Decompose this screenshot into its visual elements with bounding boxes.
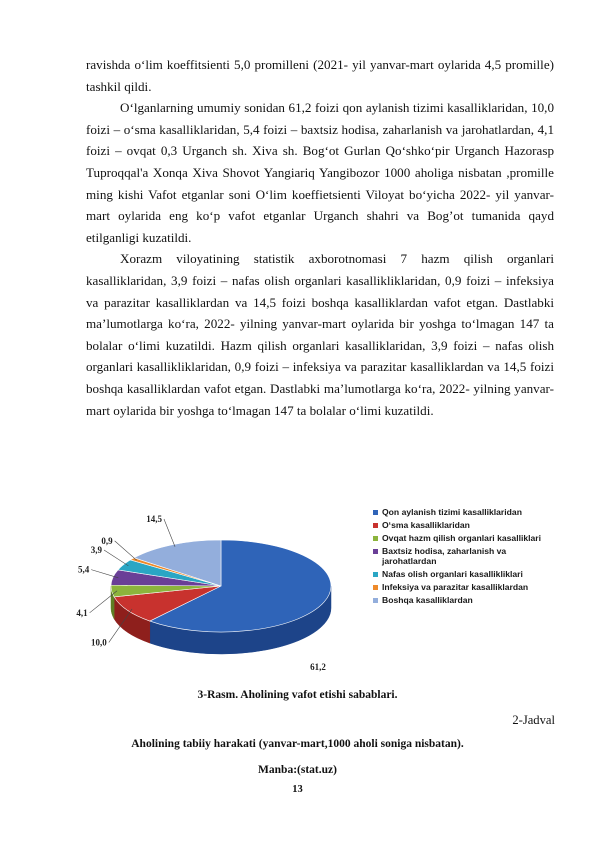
table-title: Aholining tabiiy harakati (yanvar-mart,1000 aholi soniga nisbatan). (131, 738, 464, 750)
paragraph-1: ravishda o‘lim koeffitsienti 5,0 promilleni (2021- yil yanvar-mart oylarida 4,5 promille) tashkil qildi. (86, 57, 554, 94)
data-label: 61,2 (310, 662, 326, 672)
paragraph-2: O‘lganlarning umumiy sonidan 61,2 foizi qon aylanish tizimi kasalliklaridan, 10,0 foizi – o‘sma kasalliklaridan, 5,4 foizi – baxtsiz hodisa, zaharlanish va jarohatlardan, 4,1 foizi – ovqat 0,3 Urganch sh. Xiva sh. Bog‘ot Gurlan Qo‘shko‘pir Urganch Hazorasp Tuproqqal'a Xonqa Xiva Shovot Yangiariq Yangibozor 1000 aholiga nisbatan ,promille ming kishi Vafot etganlar soni O‘lim koeffietsienti Viloyat bo‘yicha 2022- yil yanvar-mart oylarida eng ko‘p vafot etganlar Urganch shahri va Bog’ot tumanida qayd etilganligi kuzatildi. (86, 100, 554, 245)
legend-label: Baxtsiz hodisa, zaharlanish va jarohatlardan (382, 546, 507, 566)
legend-swatch (373, 549, 378, 554)
leader-line (104, 550, 128, 566)
page-number: 13 (292, 784, 303, 795)
pie-chart-figure (76, 500, 556, 680)
data-label: 0,9 (101, 535, 113, 546)
data-label: 5,4 (77, 564, 90, 575)
paragraph-3: Xorazm viloyatining statistik axborotnomasi 7 hazm qilish organlari kasalliklaridan, 3,9 foizi – nafas olish organlari kasallikliklaridan, 0,9 foizi – infeksiya va parazitar kasalliklardan va 14,5 foizi boshqa kasalliklardan vafot etgan. Dastlabki ma’lumotlarga ko‘ra, 2022- yilning yanvar-mart oylarida bir yoshga to‘lmagan 147 ta bolalar o‘limi kuzatildi. Hazm qilish organlari kasalliklaridan, 3,9 foizi – nafas olish organlari kasallikliklaridan, 0,9 foizi – infeksiya va parazitar kasalliklardan va 14,5 foizi boshqa kasalliklardan vafot etgan. Dastlabki ma’lumotlarga ko‘ra, 2022- yilning yanvar-mart oylarida bir yoshga to‘lmagan 147 ta bolalar o‘limi kuzatildi. (86, 251, 554, 418)
figure-caption: 3-Rasm. Aholining vafot etishi sabablari. (197, 689, 398, 701)
legend-swatch (373, 510, 378, 515)
data-label: 4,1 (76, 607, 88, 618)
legend-swatch (373, 572, 378, 577)
legend-item (373, 546, 558, 566)
leader-line (115, 541, 137, 560)
legend-item (373, 582, 558, 592)
legend-item (373, 507, 558, 517)
legend-label: Ovqat hazm qilish organlari kasalliklari (382, 533, 542, 543)
legend-item (373, 595, 558, 605)
legend-label: Qon aylanish tizimi kasalliklaridan (382, 507, 522, 517)
legend-swatch (373, 585, 378, 590)
body-text (86, 54, 554, 421)
legend-swatch (373, 523, 378, 528)
table-label: 2-Jadval (512, 713, 555, 727)
pie-chart (76, 500, 376, 680)
legend-label: Infeksiya va parazitar kasalliklardan (382, 582, 529, 592)
legend-swatch (373, 536, 378, 541)
leader-line (164, 519, 175, 547)
legend-item (373, 520, 558, 530)
legend-label: Nafas olish organlari kasallikliklari (382, 569, 523, 579)
data-label: 14,5 (146, 513, 162, 524)
legend-item (373, 533, 558, 543)
data-label: 10,0 (91, 637, 107, 648)
legend-swatch (373, 598, 378, 603)
source-note: Manba:(stat.uz) (258, 764, 337, 776)
legend-label: Boshqa kasalliklardan (382, 595, 473, 605)
legend-item (373, 569, 558, 579)
leader-line (91, 570, 118, 578)
legend-label: O‘sma kasalliklaridan (382, 520, 470, 530)
chart-legend (373, 507, 558, 608)
data-label: 3,9 (90, 545, 103, 556)
